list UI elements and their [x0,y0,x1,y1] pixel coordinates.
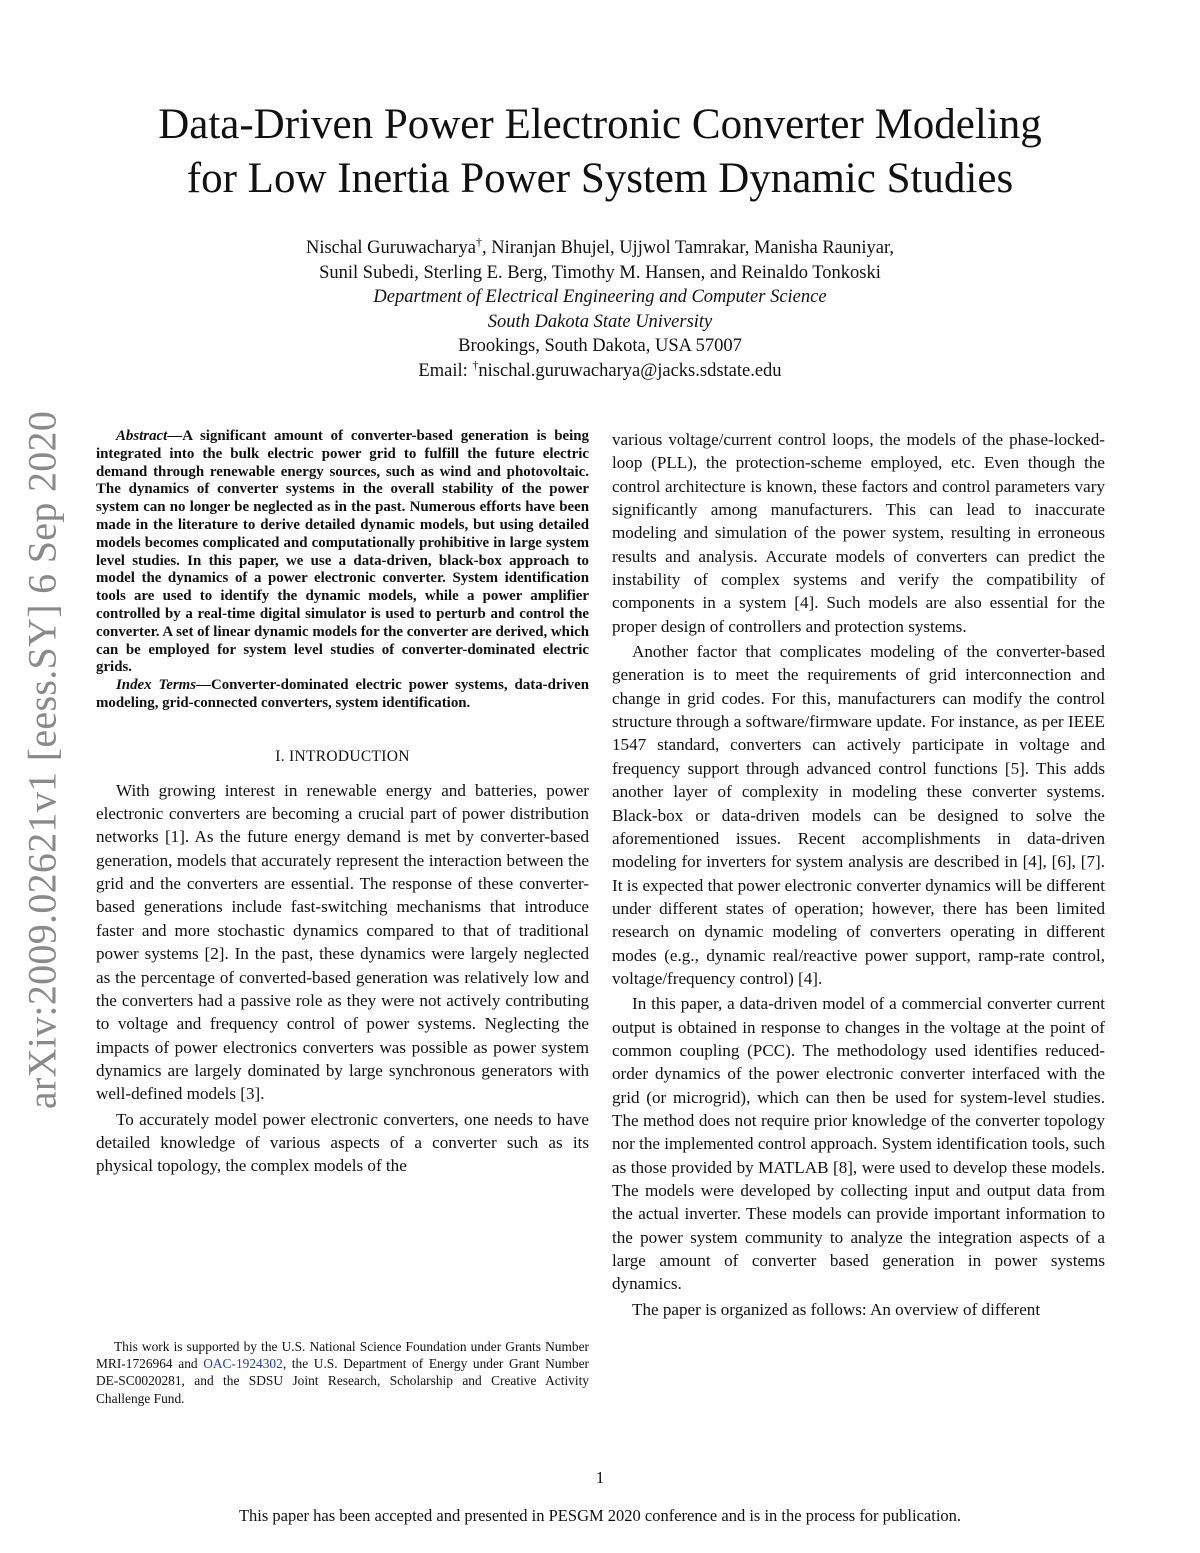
index-terms-text: —Converter-dominated electric power systems, data-driven modeling, grid-connected converters, system identification. [96,677,589,711]
intro-paragraph-1: With growing interest in renewable energy and batteries, power electronic converters are becoming a crucial part of power distribution networks [1]. As the future energy demand is met by converter-based generation, models that accurately represent the interaction between the grid and the converters are essential. The response of these converter-based generations include fast-switching mechanisms that introduce faster and more stochastic dynamics compared to that of traditional power systems [2]. In the past, these dynamics were largely neglected as the percentage of converted-based generation was relatively low and the converters had a passive role as they were not actively contributing to voltage and frequency control of power systems. Neglecting the impacts of power electronics converters was possible as power system dynamics are largely dominated by large synchronous generators with well-defined models [3]. [96,780,589,1104]
abstract-heading: Abstract [116,428,168,444]
publication-note: This paper has been accepted and presented in PESGM 2020 conference and is in the process for publication. [238,1506,962,1525]
paper-title-line-2: for Low Inertia Power System Dynamic Studies [186,155,1014,202]
author-line-1 [0,236,1200,261]
author-first: Nischal Guruwacharya [305,238,476,258]
section-heading-introduction [96,747,589,767]
arxiv-identifier-stamp: arXiv:2009.02621v1 [eess.SY] 6 Sep 2020 [19,410,65,1110]
grant-link[interactable]: OAC-1924302 [203,1356,283,1372]
paper-title-line-1: Data-Driven Power Electronic Converter Modeling [158,101,1042,148]
index-terms-heading: Index Terms [116,677,197,694]
author-block [0,236,1200,383]
intro-paragraph-2: To accurately model power electronic converters, one needs to have detailed knowledge of various aspects of a converter such as its physical topology, the complex models of the [96,1109,589,1176]
email-label: Email: [418,360,473,381]
email-address[interactable]: nischal.guruwacharya@jacks.sdstate.edu [478,360,782,381]
contact-email [0,359,1200,384]
section-number: I. [275,747,290,765]
footnote-text-1: This work is supported by the U.S. National Science Foundation under Grants Number MRI-1726964 and [96,1339,589,1372]
page-number: 1 [595,1468,605,1487]
email-dagger-mark: † [472,357,479,372]
affiliation-department: Department of Electrical Engineering and Computer Science [373,287,827,307]
dagger-mark: † [476,234,483,249]
right-paragraph-continued: various voltage/current control loops, the models of the phase-locked-loop (PLL), the protection-scheme employed, etc. Even though the control architecture is known, these factors and control parameters vary significantly among manufacturers. This can lead to inaccurate modeling and simulation of the power system, resulting in erroneous results and analysis. Accurate models of converters can predict the instability of complex systems and verify the compatibility of components in a system [4]. Such models are also essential for the proper design of controllers and protection systems. [612,430,1105,636]
affiliation-university: South Dakota State University [487,311,713,332]
abstract [96,428,589,677]
affiliation-address: Brookings, South Dakota, USA 57007 [458,336,742,356]
right-paragraph-2: Another factor that complicates modeling of the converter-based generation is to meet the requirements of grid interconnection and change in grid codes. For this, manufacturers can modify the control structure through a software/firmware update. For instance, as per IEEE 1547 standard, converters can actively participate in voltage and frequency support through advanced control functions [5]. This adds another layer of complexity in modeling these converter systems. Black-box or data-driven models can be designed to solve the aforementioned issues. Recent accomplishments in data-driven modeling for inverters for system analysis are described in [4], [6], [7]. It is expected that power electronic converter dynamics will be different under different states of operation; however, there has been limited research on dynamic modeling of converters operating in different modes (e.g., dynamic real/reactive power support, ramp-rate control, voltage/frequency control) [4]. [612,642,1105,988]
right-paragraph-4: The paper is organized as follows: An overview of different [632,1299,1041,1319]
section-title-initial: I [289,747,295,765]
right-column [612,428,1105,1321]
funding-footnote [96,1338,589,1407]
footnote-text-2: , the U.S. Department of Energy under Grant Number DE-SC0020281, and the SDSU Joint Research, Scholarship and Creative Activity Challenge Fund. [96,1356,589,1406]
abstract-text: —A significant amount of converter-based generation is being integrated into the bulk electric power grid to fulfill the future electric demand through renewable energy sources, such as wind and photovoltaic. The dynamics of converter systems in the overall stability of the power system can no longer be neglected as in the past. Numerous efforts have been made in the literature to derive detailed dynamic models, but using detailed models becomes complicated and computationally prohibitive in large system level studies. In this paper, we use a data-driven, black-box approach to model the dynamics of a power electronic converter. System identification tools are used to identify the dynamic models, while a power amplifier controlled by a real-time digital simulator is used to perturb and control the converter. A set of linear dynamic models for the converter are derived, which can be employed for system level studies of converter-dominated electric grids. [96,428,589,676]
author-line-2: Sunil Subedi, Sterling E. Berg, Timothy M. Hansen, and Reinaldo Tonkoski [319,262,881,283]
author-rest: , Niranjan Bhujel, Ujjwol Tamrakar, Manisha Rauniyar, [482,238,895,258]
section-title-rest: NTRODUCTION [294,747,410,765]
index-terms [96,677,589,713]
left-column [96,428,589,1178]
right-paragraph-3: In this paper, a data-driven model of a commercial converter current output is obtained in response to changes in the voltage at the point of common coupling (PCC). The methodology used identifies reduced-order dynamics of the power electronic converter interfaced with the grid (or microgrid), which can then be used for system-level studies. The method does not require prior knowledge of the converter topology nor the implemented control approach. System identification tools, such as those provided by MATLAB [8], were used to develop these models. The models were developed by collecting input and output data from the actual inverter. These models can provide important information to the power system community to analyze the integration aspects of a large amount of converter based generation in power systems dynamics. [612,994,1105,1294]
paper-title [0,98,1200,206]
